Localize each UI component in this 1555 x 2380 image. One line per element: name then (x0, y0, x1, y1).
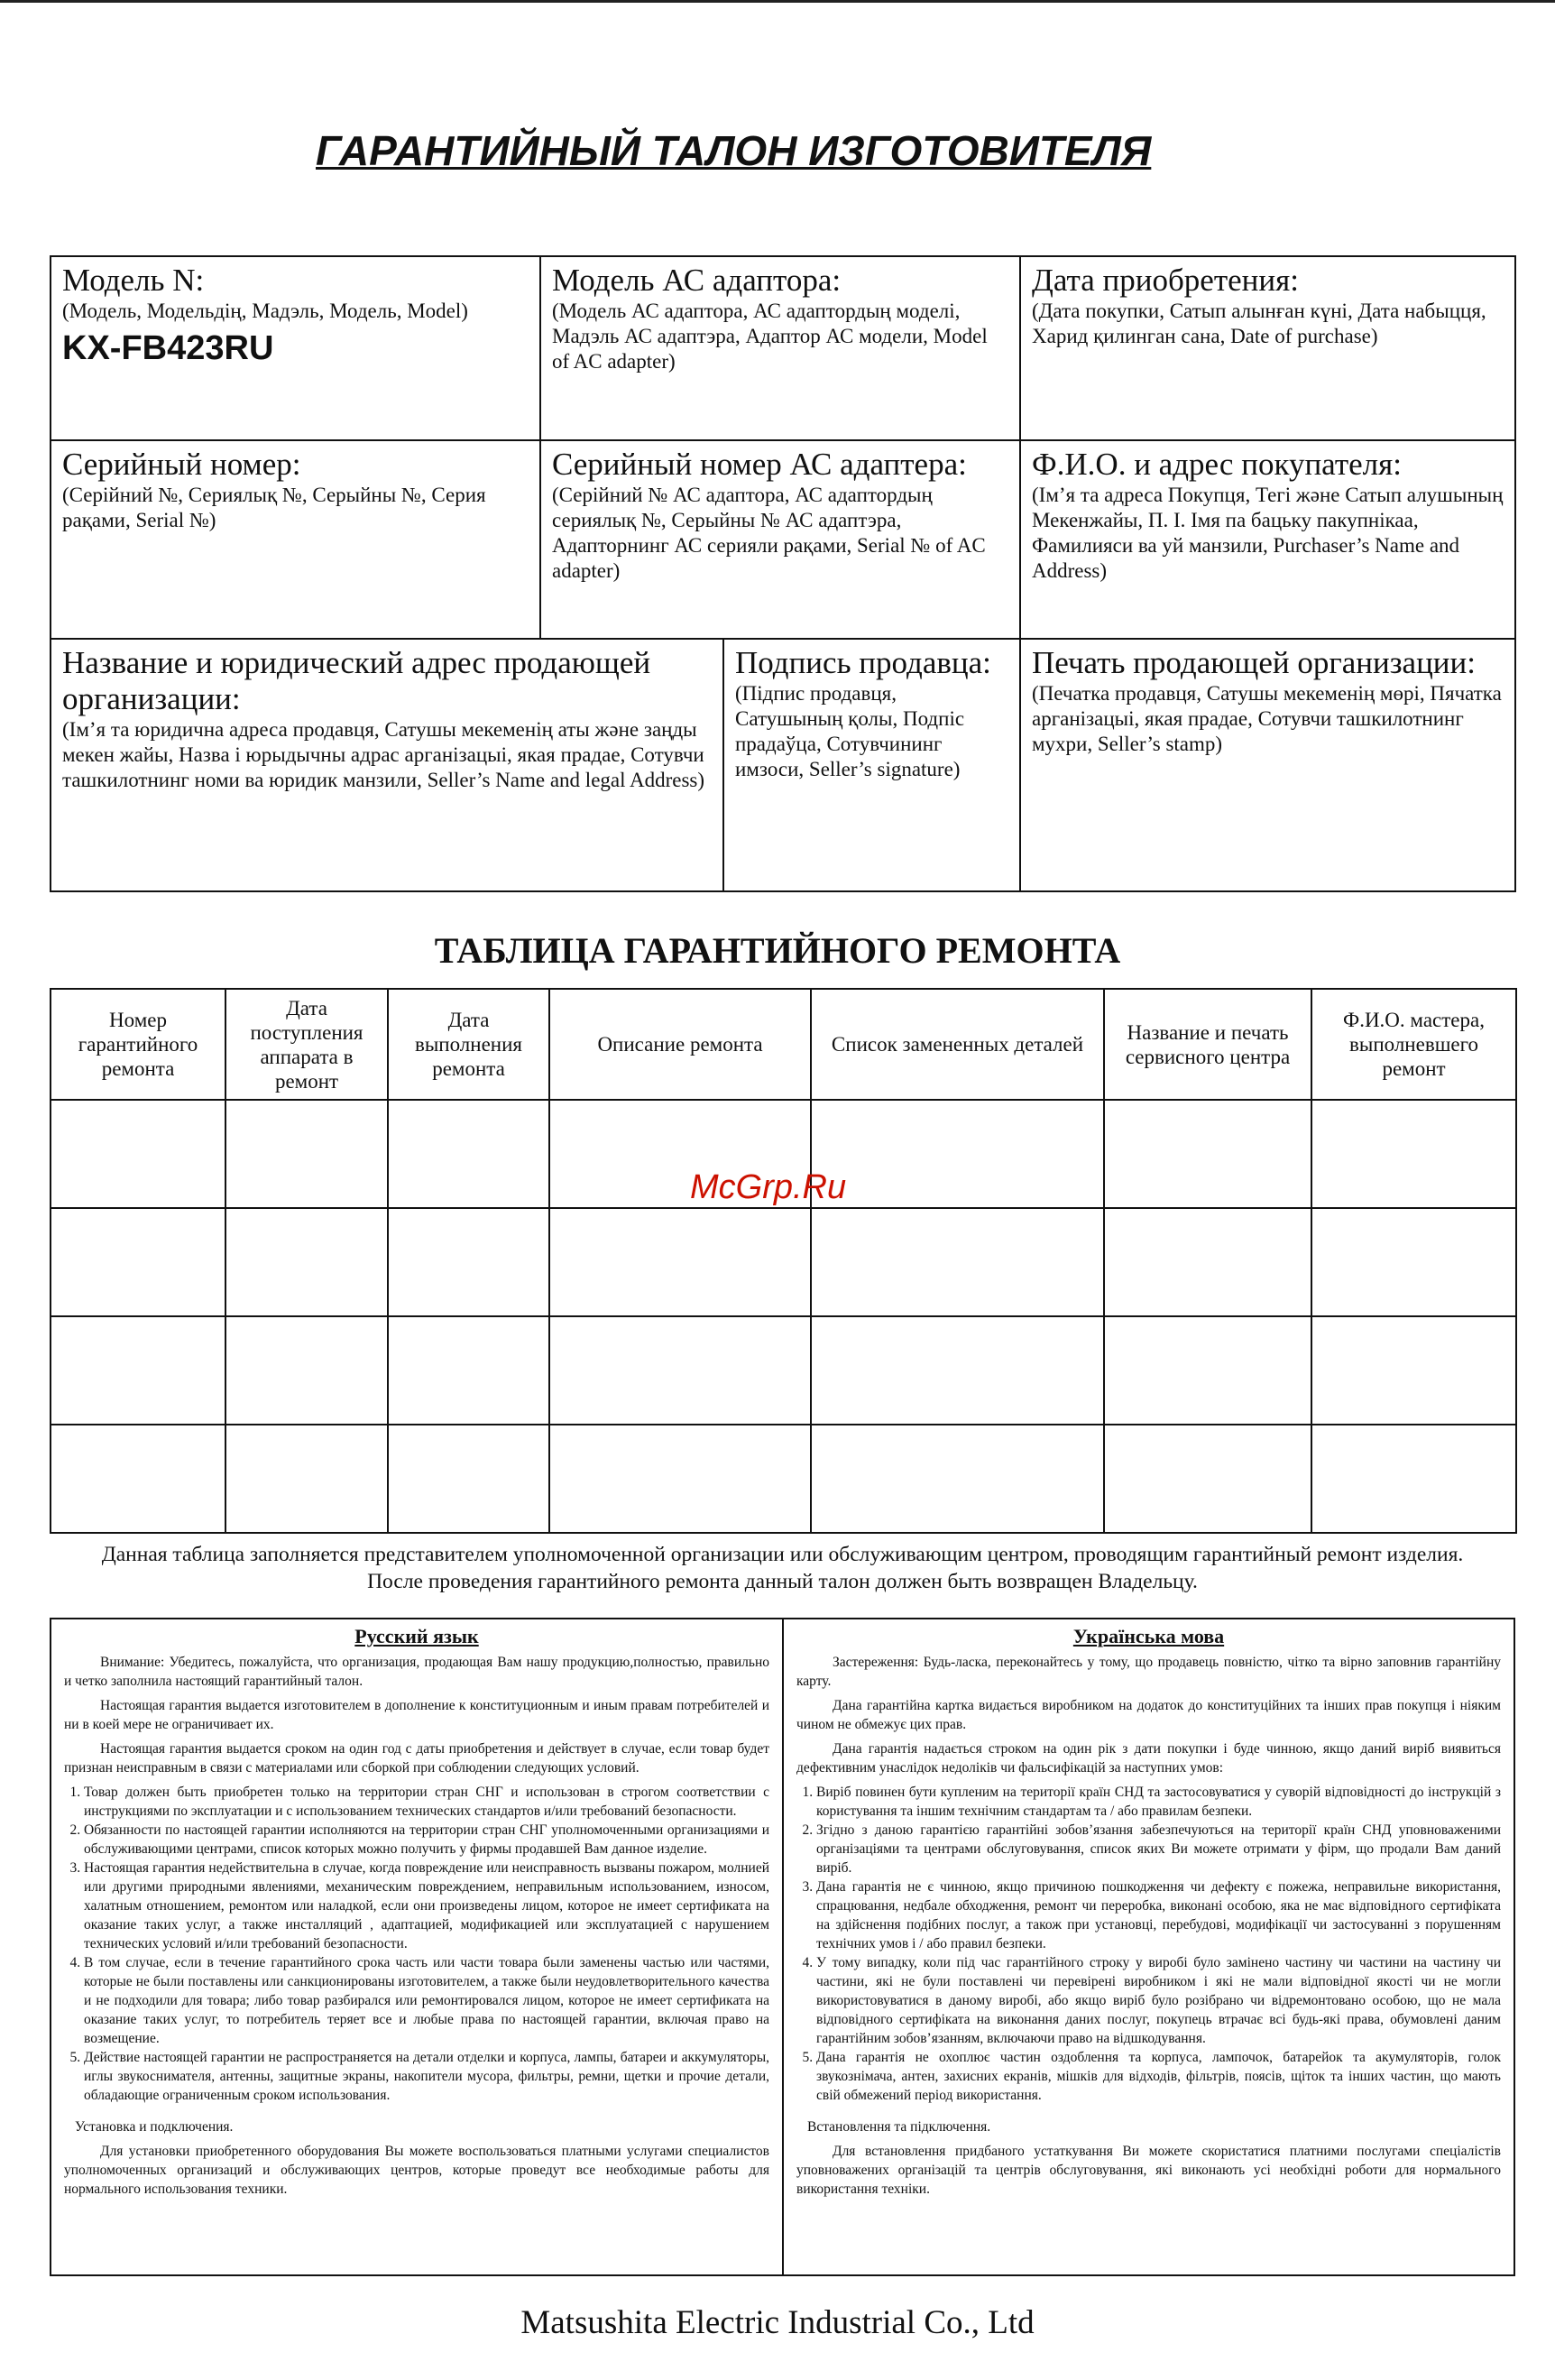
ukrainian-install-text: Для встановлення придбаного устаткування Ви можете скористатися платними послугами спеціалістів уповноважених організацій та центрів обслуговування, які виконають усі необхідні роботи для нормального використання техніки. (796, 2144, 1501, 2197)
list-item: 1. Виріб повинен бути купленим на території країн СНД та застосовуватися у суворій відповідності до інструкцій з користування та іншим технічним стандартам та / або правилам безпеки. (816, 1783, 1501, 1821)
ac-serial-field (539, 439, 1021, 640)
ukrainian-paragraph: Дана гарантійна картка видається виробником на додаток до конституційних та інших прав покупця і ніяким чином не обмежує цих прав. (796, 1698, 1501, 1732)
ukrainian-conditions (796, 1783, 1501, 2105)
seller-stamp-subtitle: (Печатка продавця, Сатушы мекеменің мөрі, Пячатка арганізацыі, якая прадае, Сотувчи ташкилотнинг мухри, Seller’s stamp) (1032, 682, 1502, 755)
serial-heading: Серийный номер: (62, 447, 301, 482)
ukrainian-heading: Українська мова (1072, 1625, 1225, 1647)
ac-model-heading: Модель АС адаптора: (552, 263, 842, 298)
ac-serial-subtitle: (Серійний № АС адаптора, АС адаптордың сериялық №, Серыйны № АС адаптэра, Адапторнинг АС серияли рақами, Serial № of AC adapter) (552, 484, 986, 582)
page-title: ГАРАНТИЙНЫЙ ТАЛОН ИЗГОТОВИТЕЛЯ (316, 127, 1152, 174)
list-item: 3. Дана гарантія не є чинною, якщо причиною пошкодження чи дефекту є пожежа, неправильне використання, спрацювання, недбале обходження, ремонт чи переробка, виконані особою, яка не має відповідного сертифіката на здійснення подібних послуг, а також при установці, перебудові, модифікації чи застосуванні з порушенням технічних умов і / або правил безпеки. (816, 1877, 1501, 1953)
buyer-field (1019, 439, 1516, 640)
purchase-date-heading: Дата приобретения: (1032, 263, 1299, 298)
list-item: 4. В том случае, если в течение гарантийного срока часть или части товара были заменены частью или частями, которые не были поставлены или санкционированы изготовителем, а также были неудовлетворительного качества и не подходили для товара; либо товар разбирался или ремонтировался лицом, которое не имеет сертификата на оказание таких услуг, то потребитель теряет все и любые права по настоящей гарантии, включая право на возмещение. (84, 1953, 769, 2048)
repair-note-line-2: После проведения гарантийного ремонта данный талон должен быть возвращен Владельцу. (367, 1570, 1198, 1593)
model-heading: Модель N: (62, 263, 205, 298)
model-value: KX-FB423RU (62, 329, 274, 367)
serial-subtitle: (Серійний №, Сериялық №, Серыйны №, Серия рақами, Serial №) (62, 484, 486, 531)
col-service-center: Название и печать сервисного центра (1104, 989, 1311, 1100)
col-receipt-date: Дата поступления аппарата в ремонт (225, 989, 388, 1100)
ac-serial-heading: Серийный номер АС адаптера: (552, 447, 967, 482)
ukrainian-paragraph: Дана гарантія надається строком на один рік з дати покупки і буде чинною, якщо даний виріб виявиться дефективним унаслідок недоліків чи фальсифікацій за наступних умов: (796, 1741, 1501, 1776)
terms-ukrainian (784, 1619, 1514, 2274)
repair-note (50, 1541, 1515, 1595)
watermark[interactable]: McGrp.Ru (690, 1168, 847, 1206)
russian-paragraph: Настоящая гарантия выдается изготовителем в дополнение к конституционным и иным правам потребителей и ни в коей мере не ограничивает их. (64, 1698, 769, 1732)
manufacturer-footer: Matsushita Electric Industrial Co., Ltd (520, 2304, 1035, 2341)
list-item: 5. Действие настоящей гарантии не распространяется на детали отделки и корпуса, лампы, батареи и аккумуляторы, иглы звукоснимателя, антенны, защитные экраны, накопители мусора, фильтры, ремни, щетки и прочие детали, обладающие ограниченным сроком использования. (84, 2048, 769, 2105)
repair-header-row (51, 989, 1516, 1100)
buyer-subtitle: (Ім’я та адреса Покупця, Тегі және Сатып алушының Мекенжайы, П. І. Імя па бацьку пакупнікаа, Фамилияси ва уй манзили, Purchaser’s Name and Address) (1032, 484, 1504, 582)
ukrainian-paragraph: Застереження: Будь-ласка, переконайтесь у тому, що продавець повністю, чітко та вірно заповнив гарантійну карту. (796, 1655, 1501, 1689)
ukrainian-install-title: Встановлення та підключення. (807, 2119, 991, 2135)
list-item: 2. Згідно з даною гарантією гарантійні зобов’язання забезпечуються на території країн СНД уповноваженими організаціями та центрами обслуговування, список яких Ви можете отримати у фірм, що продали Вам даний виріб. (816, 1821, 1501, 1877)
seller-sign-heading: Подпись продавца: (735, 645, 991, 680)
seller-name-subtitle: (Ім’я та юридична адреса продавця, Сатушы мекеменің аты және заңды мекен жайы, Назва і юрыдычны адрас арганізацыі, якая прадае, Сотувчи ташкилотнинг номи ва юридик манзили, Seller’s Name and legal Address) (62, 718, 705, 791)
terms-russian (51, 1619, 784, 2274)
seller-name-field (50, 638, 724, 892)
seller-sign-subtitle: (Підпис продавця, Сатушының қолы, Подпіс прадаўца, Сотувчининг имзоси, Seller’s signature) (735, 682, 965, 780)
russian-install-title: Установка и подключения. (75, 2119, 234, 2135)
list-item: 1. Товар должен быть приобретен только на территории стран СНГ и использован в строгом соответствии с инструкциями по эксплуатации и с использованием технических стандартов и/или требований безопасности. (84, 1783, 769, 1821)
model-field (50, 255, 541, 441)
purchase-date-subtitle: (Дата покупки, Сатып алынған күні, Дата набыцця, Харид қилинган сана, Date of purchase) (1032, 300, 1486, 347)
repair-note-line-1: Данная таблица заполняется представителем уполномоченной организации или обслуживающим центром, проводящим гарантийный ремонт изделия. (101, 1543, 1464, 1566)
col-repair-description: Описание ремонта (549, 989, 811, 1100)
repair-table (50, 988, 1517, 1534)
ac-model-field (539, 255, 1021, 441)
list-item: 5. Дана гарантія не охоплює частин оздоблення та корпуса, лампочок, батарейок та акумуляторів, голок звукознімача, антен, захисних екранів, мішків для відходів, фільтрів, поясів, щіток та інших частин, що мають свій обмежений період використання. (816, 2048, 1501, 2105)
russian-heading: Русский язык (354, 1625, 479, 1647)
list-item: 2. Обязанности по настоящей гарантии исполняются на территории стран СНГ уполномоченными организациями и обслуживающими центрами, список которых можно получить у фирмы продавшей Вам данное изделие. (84, 1821, 769, 1859)
seller-sign-field (722, 638, 1021, 892)
serial-field (50, 439, 541, 640)
top-rule (0, 0, 1555, 3)
list-item: 4. У тому випадку, коли під час гарантійного строку у виробі було замінено частину чи частини на частину чи частини, які не були поставлені чи перевірені виробником і які не мали відповідної якості чи не могли використовуватися в даному виробі, або якщо виріб було розібрано чи відремонтовано особою, що не мала відповідного сертифіката на виконання даних послуг, покупець втрачає всі будь-які права, обумовлені даним гарантійним зобов’язанням, включаючи право на відшкодування. (816, 1953, 1501, 2048)
repair-table-title: ТАБЛИЦА ГАРАНТИЙНОГО РЕМОНТА (434, 930, 1121, 971)
seller-name-heading: Название и юридический адрес продающей организации: (62, 645, 651, 716)
buyer-heading: Ф.И.О. и адрес покупателя: (1032, 447, 1402, 482)
list-item: 3. Настоящая гарантия недействительна в случае, когда повреждение или неисправность вызваны пожаром, молнией или другими природными явлениями, механическим повреждением, неправильным использованием, износом, халатным отношением, ремонтом или наладкой, если они произведены лицом, которое не имеет сертификата на оказание таких услуг, а также инсталляций , адаптацией, модификацией или эксплуатацией с нарушением технических условий и/или требований безопасности. (84, 1859, 769, 1953)
col-completion-date: Дата выполнения ремонта (388, 989, 549, 1100)
table-row (51, 1316, 1516, 1425)
col-repair-number: Номер гарантийного ремонта (51, 989, 225, 1100)
seller-stamp-heading: Печать продающей организации: (1032, 645, 1476, 680)
purchase-date-field (1019, 255, 1516, 441)
seller-stamp-field (1019, 638, 1516, 892)
col-replaced-parts: Список замененных деталей (811, 989, 1104, 1100)
col-technician: Ф.И.О. мастера, выполневшего ремонт (1311, 989, 1516, 1100)
ac-model-subtitle: (Модель АС адаптора, АС адаптордың моделі, Мадэль АС адаптэра, Адаптор АС модели, Model of AC adapter) (552, 300, 988, 373)
table-row (51, 1208, 1516, 1316)
russian-conditions (64, 1783, 769, 2105)
warranty-terms (50, 1618, 1515, 2276)
table-row (51, 1425, 1516, 1533)
russian-install-text: Для установки приобретенного оборудования Вы можете воспользоваться платными услугами специалистов уполномоченных организаций и обслуживающих центров, которые проведут все необходимые работы для нормального использования техники. (64, 2144, 769, 2197)
russian-paragraph: Настоящая гарантия выдается сроком на один год с даты приобретения и действует в случае, если товар будет признан неисправным в связи с материалами или сборкой при соблюдении следующих условий. (64, 1741, 769, 1776)
model-subtitle: (Модель, Модельдің, Мадэль, Модель, Model) (62, 300, 468, 322)
russian-paragraph: Внимание: Убедитесь, пожалуйста, что организация, продающая Вам нашу продукцию,полностью, правильно и четко заполнила настоящий гарантийный талон. (64, 1655, 769, 1689)
